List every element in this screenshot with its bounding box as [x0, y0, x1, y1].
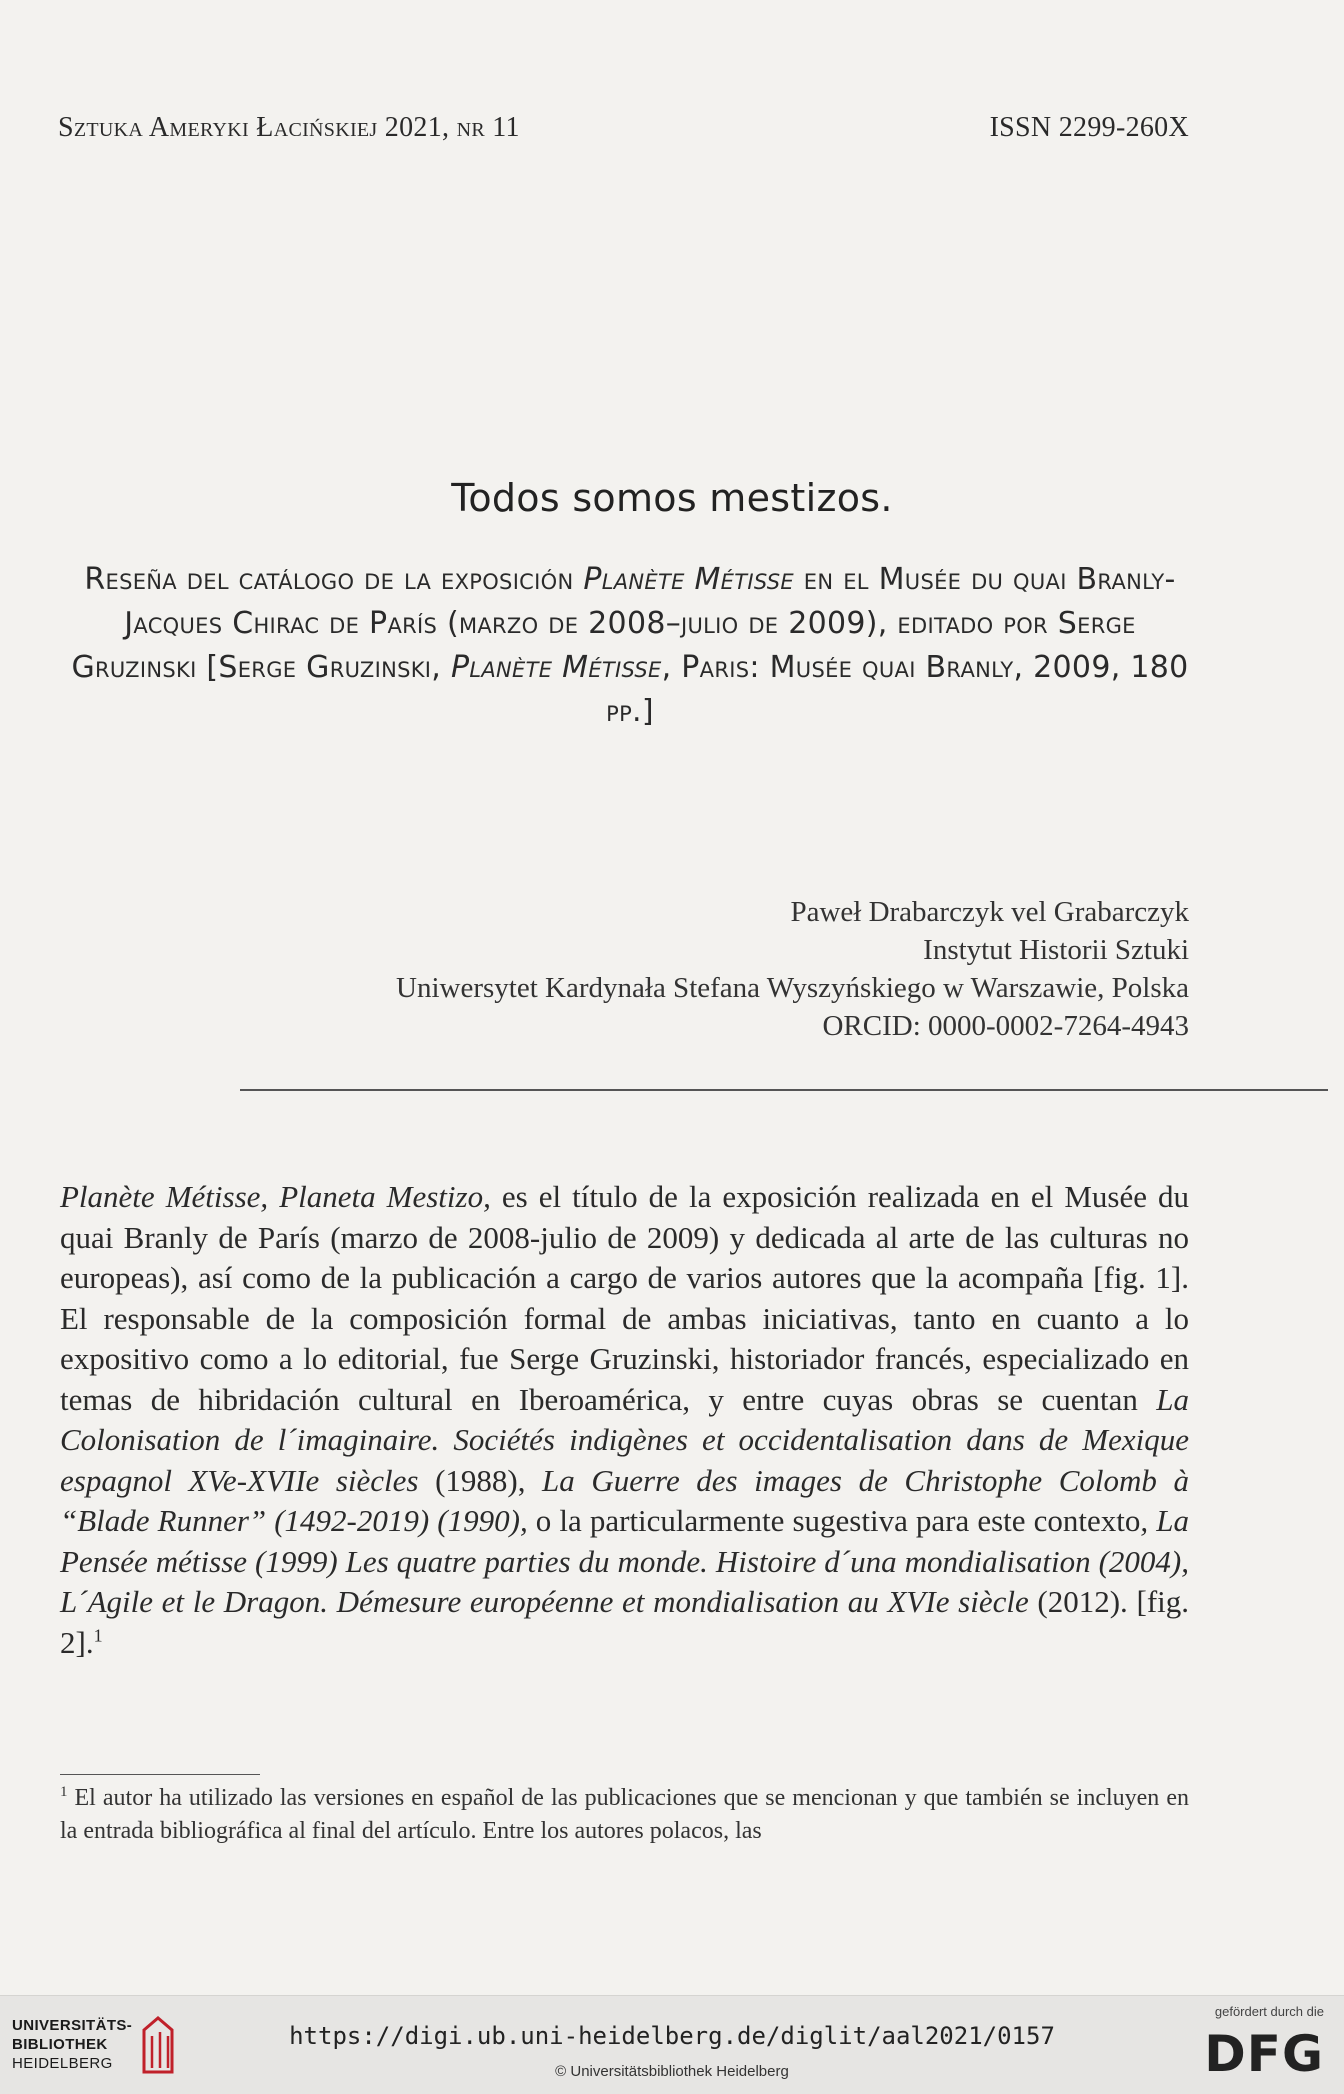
article-subtitle — [70, 558, 1190, 734]
dfg-logo[interactable]: DFG — [1204, 2025, 1324, 2083]
separator-rule — [240, 1089, 1328, 1091]
author-affiliation — [396, 893, 1189, 1045]
subtitle-italic-1: Planète Métisse — [583, 562, 794, 597]
body-text-1: es el título de la exposición realizada en el Musée du quai Branly de París (marzo de 2008-julio de 2009) y dedicada al arte de las culturas no europeas), así como de la publicación a cargo de varios autores que la acompaña [fig. 1]. El responsable de la composición formal de ambas iniciativas, tanto en cuanto a lo expositivo como a lo editorial, fue Serge Gruzinski, historiador francés, especializado en temas de hibridación cultural en Iberoamérica, y entre cuyas obras se cuentan — [60, 1179, 1189, 1417]
running-header — [58, 112, 1189, 144]
body-italic-2: La Colonisation de l´imaginaire. Sociétés indigènes et occidentalisation dans de Mexique espagnol XVe-XVIIe siècles — [60, 1381, 1189, 1498]
body-italic-1: Planète Métisse, Planeta Mestizo, — [60, 1179, 491, 1214]
body-italic-3: La Guerre des images de Christophe Colomb à “Blade Runner” (1492-2019) (1990), — [60, 1462, 1189, 1538]
author-university: Uniwersytet Kardynała Stefana Wyszyńskiego w Warszawie, Polska — [396, 972, 1189, 1004]
footnote-text: El autor ha utilizado las versiones en español de las publicaciones que se mencionan y que también se incluyen en la entrada bibliográfica al final del artículo. Entre los autores polacos, las — [60, 1785, 1189, 1844]
body-paragraph — [60, 1177, 1189, 1663]
body-text-3: o la particularmente sugestiva para este contexto — [527, 1503, 1141, 1538]
footnote-number: 1 — [60, 1784, 68, 1800]
footer-bar — [0, 1995, 1344, 2094]
body-text-4: (2012). [fig. 2]. — [60, 1584, 1190, 1660]
footnote-reference[interactable]: 1 — [93, 1625, 103, 1646]
subtitle-italic-2: Planète Métisse — [450, 650, 662, 685]
footnote — [60, 1782, 1189, 1848]
library-line-3: HEIDELBERG — [12, 2055, 113, 2072]
library-line-1: UNIVERSITÄTS- — [12, 2017, 133, 2034]
subtitle-part-1: Reseña del catálogo de la exposición — [84, 562, 584, 597]
library-line-2: BIBLIOTHEK — [12, 2036, 108, 2053]
source-url-link[interactable]: https://digi.ub.uni-heidelberg.de/diglit/aal2021/0157 — [289, 2022, 1055, 2050]
body-italic-4: , La Pensée métisse (1999) Les quatre parties du monde. Histoire d´una mondialisation (2004), L´Agile et le Dragon. Démesure européenne et mondialisation au XVIe siècle — [60, 1503, 1189, 1619]
copyright-notice: © Universitätsbibliothek Heidelberg — [555, 2063, 789, 2080]
subtitle-part-2: en el Musée du quai Branly-Jacques Chirac de París (marzo de 2008–julio de 2009), editado por Serge Gruzinski [Serge Gruzinski, — [71, 562, 1176, 685]
article-title: Todos somos mestizos. — [451, 476, 893, 520]
dfg-funding-note: gefördert durch die — [1214, 2004, 1324, 2019]
body-text-2: (1988), — [418, 1462, 543, 1498]
issn: ISSN 2299-260X — [989, 112, 1189, 143]
author-institute: Instytut Historii Sztuki — [923, 934, 1189, 966]
author-name: Paweł Drabarczyk vel Grabarczyk — [790, 896, 1189, 928]
author-orcid: ORCID: 0000-0002-7264-4943 — [822, 1010, 1189, 1042]
footnote-rule — [60, 1774, 260, 1775]
journal-name: Sztuka Ameryki Łacińskiej 2021, nr 11 — [58, 112, 520, 143]
subtitle-part-3: , Paris: Musée quai Branly, 2009, 180 pp.] — [606, 650, 1189, 729]
